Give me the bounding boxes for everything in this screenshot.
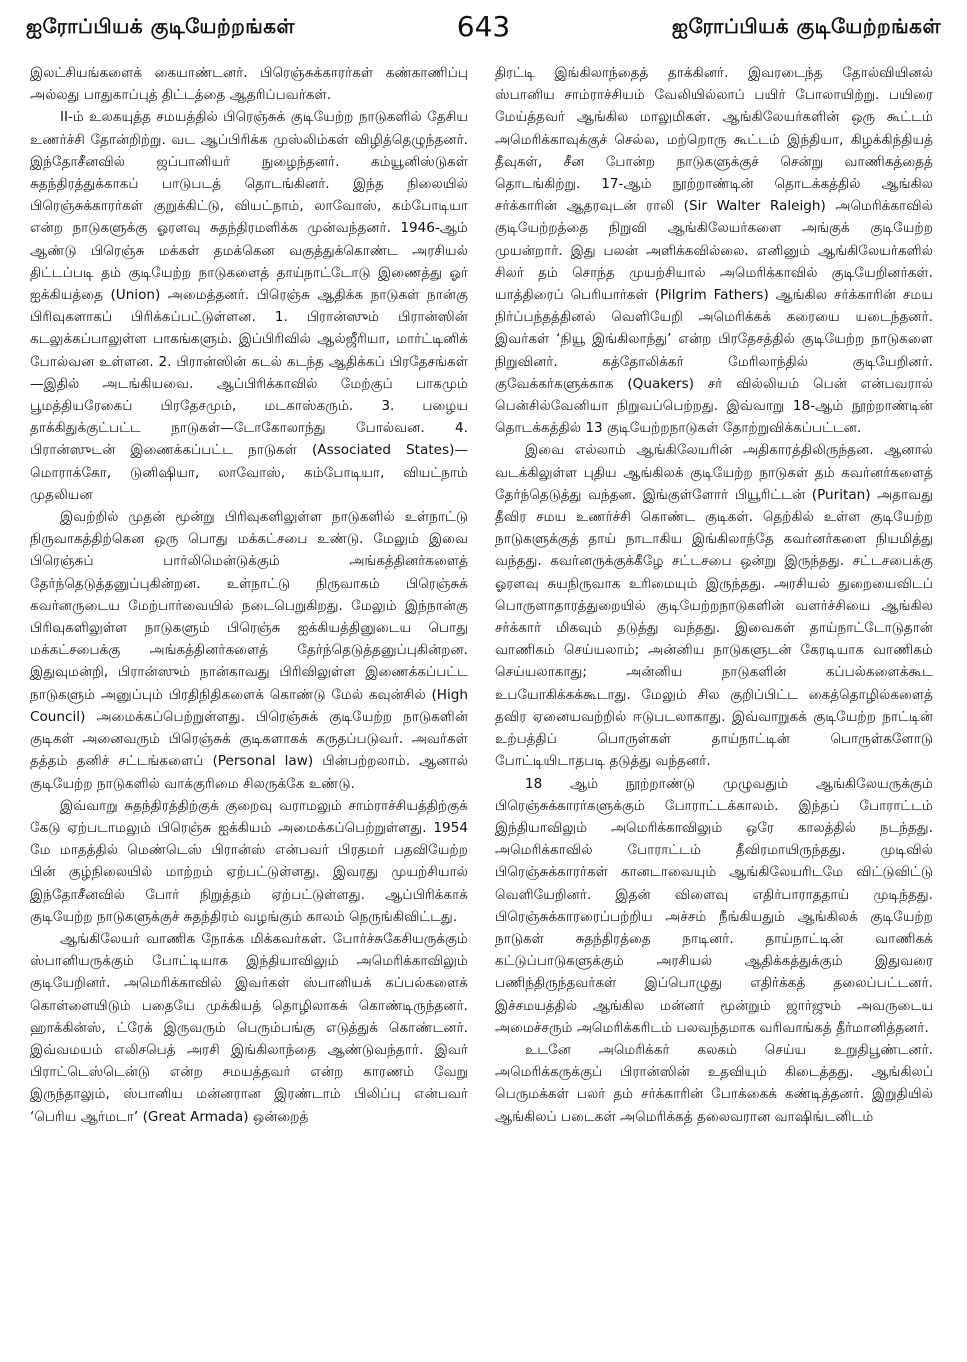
page-header bbox=[26, 10, 941, 44]
paragraph: ஆங்கிலேயர் வாணிக நோக்க மிக்கவர்கள். போர்ச்சுகேசியருக்கும் ஸ்பானியருக்கும் போட்டியாக இந்தியாவிலும் அமெரிக்காவிலும் குடியேறினர். அமெரிக்காவில் இவர்கள் ஸ்பானியக் கப்பல்களைக் கொள்ளையிடும் பதையே முக்கியத் தொழிலாகக் கொண்டிருந்தனர். ஹாக்கின்ஸ், ட்ரேக் இருவரும் பெரும்பங்கு எடுத்துக் கொண்டனர். இவ்வமயம் எலிசபெத் அரசி இங்கிலாந்தை ஆண்டுவந்தார். இவர் பிராட்டெஸ்டென்டு என்ற சமயத்தவர் என்ற காரணம் வேறு இருந்தாலும், ஸ்பானிய மன்னரான இரண்டாம் பிலிப்பு என்பவர் ‘பெரிய ஆர்மடா’ (Great Armada) ஒன்றைத் bbox=[30, 930, 468, 1125]
paragraph: இவை எல்லாம் ஆங்கிலேயரின் அதிகாரத்திலிருந்தன. ஆனால் வடக்கிலுள்ள புதிய ஆங்கிலக் குடியேற்ற நாடுகள் தம் கவர்னர்களைத் தேர்ந்தெடுத்து வந்தன. இங்குள்ளோர் பியூரிட்டன் (Puritan) அதாவது தீவிர சமய உணர்ச்சி கொண்ட குடிகள். தெற்கில் உள்ள குடியேற்ற நாடுகளுக்குத் தாய் நாடாகிய இங்கிலாந்தே கவர்னர்களை நியமித்து வந்தது. கவர்னருக்குக்கீழே சட்டசபை ஒன்று இருந்தது. சட்டசபைக்கு ஓரளவு சுயநிருவாக உரிமையும் இருந்தது. அரசியல் துறையைவிடப் பொருளாதாரத்துறையில் குடியேற்றநாடுகளின் வளர்ச்சியை ஆங்கில சர்க்கார் மிகவும் தடுத்து வந்தது. இவைகள் தாய்நாட்டோடுதான் வாணிகம் செய்யலாம்; அன்னிய நாடுகளுடன் கேரடியாக வாணிகம் செய்யலாகாது; அன்னிய நாடுகளின் கப்பல்களைக்கூட உபயோகிக்கக்கூடாது. மேலும் சில குறிப்பிட்ட கைத்தொழில்களைத் தவிர ஏனையவற்றில் ஈடுபடலாகாது. இவ்வாறுகக் குடியேற்ற நாட்டின் உற்பத்திப் பொருள்கள் தாய்நாட்டின் பொருள்களோடு போட்டியிடாதபடி தடுத்து வந்தனர். bbox=[495, 442, 933, 770]
paragraph: இலட்சியங்களைக் கையாண்டனர். பிரெஞ்சுக்காரர்கள் கண்காணிப்பு அல்லது பாதுகாப்புத் திட்டத்தை ஆதரிப்பவர்கள். bbox=[30, 65, 468, 104]
page-number: 643 bbox=[456, 10, 511, 43]
left-column bbox=[30, 62, 468, 1352]
paragraph: உடனே அமெரிக்கர் கலகம் செய்ய உறுதிபூண்டனர். அமெரிக்கருக்குப் பிரான்ஸின் உதவியும் கிடைத்தது. ஆங்கிலப் பெருமக்கள் பலர் தம் சர்க்காரின் போக்கைக் கண்டித்தனர். இறுதியில் ஆங்கிலப் படைகள் அமெரிக்கத் தலைவரான வாஷிங்டனிடம் bbox=[495, 1041, 933, 1125]
running-title-right: ஐரோப்பியக் குடியேற்றங்கள் bbox=[671, 14, 941, 38]
paragraph: திரட்டி இங்கிலாந்தைத் தாக்கினர். இவரடைந்த தோல்வியினல் ஸ்பானிய சாம்ராச்சியம் வேலியில்லாப் பயிர் போலாயிற்று. பயிரை மேய்த்தவர் ஆங்கில மாலுமிகள். ஆங்கிலேயர்களின் ஒரு கூட்டம் அமெரிக்காவுக்குச் செல்ல, மற்றொரு கூட்டம் இந்தியா, கிழக்கிந்தியத் தீவுகள், சீன போன்ற நாடுகளுக்குச் சென்று வாணிகத்தைத் தொடங்கிற்று. 17-ஆம் நூற்றாண்டின் தொடக்கத்தில் ஆங்கில சர்க்காரின் ஆதரவுடன் ராலி (Sir Walter Raleigh) அமெரிக்காவில் குடியேற்றத்தை நிறுவி ஆங்கிலேயர்களை அங்குக் குடியேற்ற முயன்றார். இது பலன் அளிக்கவில்லை. எனினும் ஆங்கிலேயர்களில் சிலர் தம் சொந்த முயற்சியால் அமெரிக்காவில் குடியேறினர்கள். யாத்திரைப் பெரியார்கள் (Pilgrim Fathers) ஆங்கில சர்க்காரின் சமய நிர்ப்பந்தத்தினல் வெளியேறி அமெரிக்கக் கரையை யடைந்தனர். இவர்கள் ‘நியூ இங்கிலாந்து’ என்ற பிரதேசத்தில் குடியேற்ற நாடுகளை நிறுவினர். கத்தோலிக்கர் மேரிலாந்தில் குடியேறினர். குவேக்கர்களுக்காக (Quakers) சர் வில்லியம் பென் என்பவரால் பென்சில்வேனியா நிறுவப்பெற்றது. இவ்வாறு 18-ஆம் நூற்றாண்டின் தொடக்கத்தில் 13 குடியேற்றநாடுகள் தோற்றுவிக்கப்பட்டன. bbox=[495, 65, 933, 437]
right-column bbox=[495, 62, 933, 1352]
running-title-left: ஐரோப்பியக் குடியேற்றங்கள் bbox=[26, 14, 296, 38]
paragraph: இவ்வாறு சுதந்திரத்திற்குக் குறைவு வராமலும் சாம்ராச்சியத்திற்குக் கேடு ஏற்படாமலும் பிரெஞ்சு ஐக்கியம் அமைக்கப்பெற்றுள்ளது. 1954 மே மாதத்தில் மெண்டெஸ் பிரான்ஸ் என்பவர் பிரதமர் பதவியேற்ற பின் குழ்நிலையில் மாற்றம் ஏற்பட்டுள்ளது. இவரது முயற்சியால் இந்தோசீனவில் போர் நிறுத்தம் ஏற்பட்டுள்ளது. ஆப்பிரிக்காக் குடியேற்ற நாடுகளுக்குச் சுதந்திரம் வழங்கும் காலம் நெருங்கிவிட்டது. bbox=[30, 797, 468, 925]
paragraph: II-ம் உலகயுத்த சமயத்தில் பிரெஞ்சுக் குடியேற்ற நாடுகளில் தேசிய உணர்ச்சி தோன்றிற்று. வட ஆப்பிரிக்க முஸ்லிம்கள் விழித்தெழுந்தனர். இந்தோசீனவில் ஜப்பானியர் நுழைந்தனர். கம்யூனிஸ்டுகள் சுதந்திரத்துக்காகப் பாடுபடத் தொடங்கினர். இந்த நிலையில் பிரெஞ்சுக்காரர்கள் குறுக்கிட்டு, வியட்நாம், லாவோஸ், கம்போடியா என்ற நாடுகளுக்கு ஓரளவு சுதந்திரமளிக்க முன்வந்தனர். 1946-ஆம் ஆண்டு பிரெஞ்சு மக்கள் தமக்கென வகுத்துக்கொண்ட அரசியல் திட்டப்படி தம் குடியேற்ற நாடுகளைத் தாய்நாட்டோடு இணைத்து ஓர் ஐக்கியத்தை (Union) அமைத்தனர். பிரெஞ்சு ஆதிக்க நாடுகள் நான்கு பிரிவுகளாகப் பிரிக்கப்பட்டுள்ளன. 1. பிரான்ஸும் பிரான்ஸின் கடலுக்கப்பாலுள்ள பாகங்களும். இப்பிரிவில் ஆல்ஜீரியா, மார்ட்டினிக் போல்வன உள்ளன. 2. பிரான்ஸின் கடல் கடந்த ஆதிக்கப் பிரதேசங்கள்—இதில் அடங்கியவை. ஆப்பிரிக்காவில் மேற்குப் பாகமும் பூமத்தியரேகைப் பிரதேசமும், மடகாஸ்கரும். 3. பழைய தாக்கிதுக்குட்பட்ட நாடுகள்—டோகோலாந்து போல்வன. 4. பிரான்ஸுடன் இணைக்கப்பட்ட நாடுகள் (Associated States)—மொராக்கோ, டுனிஷியா, லாவோஸ், கம்போடியா, வியட்நாம் முதலியன bbox=[30, 109, 468, 503]
paragraph: 18 ஆம் நூற்றாண்டு முழுவதும் ஆங்கிலேயருக்கும் பிரெஞ்சுக்காரர்களுக்கும் போராட்டக்காலம். இந்தப் போராட்டம் இந்தியாவிலும் அமெரிக்காவிலும் ஒரே காலத்தில் நடந்தது. அமெரிக்காவில் போராட்டம் தீவிரமாயிருந்தது. முடிவில் பிரெஞ்சுக்காரர்கள் கானடாவையும் ஆங்கிலேயரிடமே விட்டுவிட்டு வெளியேறினர். இதன் விளைவு எதிர்பாராததாய் முடிந்தது. பிரெஞ்சுக்காரரைப்பற்றிய அச்சம் நீங்கியதும் ஆங்கிலக் குடியேற்ற நாடுகள் சுதந்திரத்தை நாடினர். தாய்நாட்டின் வாணிகக் கட்டுப்பாடுகளுக்கும் அரசியல் ஆதிக்கத்துக்கும் இதுவரை பணிந்திருந்தவர்கள் இப்பொழுது எதிர்க்கத் தலைப்பட்டனர். இச்சமயத்தில் ஆங்கில மன்னர் மூன்றும் ஜார்ஜும் அவருடைய அமைச்சரும் அமெரிக்கரிடம் பலவந்தமாக வரிவாங்கத் தீர்மானித்தனர். bbox=[495, 775, 933, 1036]
paragraph: இவற்றில் முதன் மூன்று பிரிவுகளிலுள்ள நாடுகளில் உள்நாட்டு நிருவாகத்திற்கென ஒரு பொது மக்கட்சபை உண்டு. மேலும் இவை பிரெஞ்சுப் பார்லிமென்டுக்கும் அங்கத்தினர்களைத் தேர்ந்தெடுத்தனுப்புகின்றன. உள்நாட்டு நிருவாகம் பிரெஞ்சுக் கவர்னருடைய மேற்பார்வையில் நடைபெறுகிறது. மேலும் இந்நான்கு பிரிவுகளிலுள்ள நாடுகளும் பிரெஞ்சு ஐக்கியத்தினுடைய பொது மக்கட்சபைக்கு அங்கத்தினர்களைத் தேர்ந்தெடுத்தனுப்புகின்றன. இதுவுமன்றி, பிரான்ஸும் நான்காவது பிரிவிலுள்ள இணைக்கப்பட்ட நாடுகளும் அனுப்பும் பிரதிநிதிகளைக் கொண்டு மேல் கவுன்சில் (High Council) அமைக்கப்பெற்றுள்ளது. பிரெஞ்சுக் குடியேற்ற நாடுகளின் குடிகள் அனைவரும் பிரெஞ்சுக் குடிகளாகக் கருதப்படுவர். அவர்கள் தத்தம் தனிச் சட்டங்களைப் (Personal law) பின்பற்றலாம். ஆனால் குடியேற்ற நாடுகளில் வாக்குரிமை சிலருக்கே உண்டு. bbox=[30, 509, 468, 792]
